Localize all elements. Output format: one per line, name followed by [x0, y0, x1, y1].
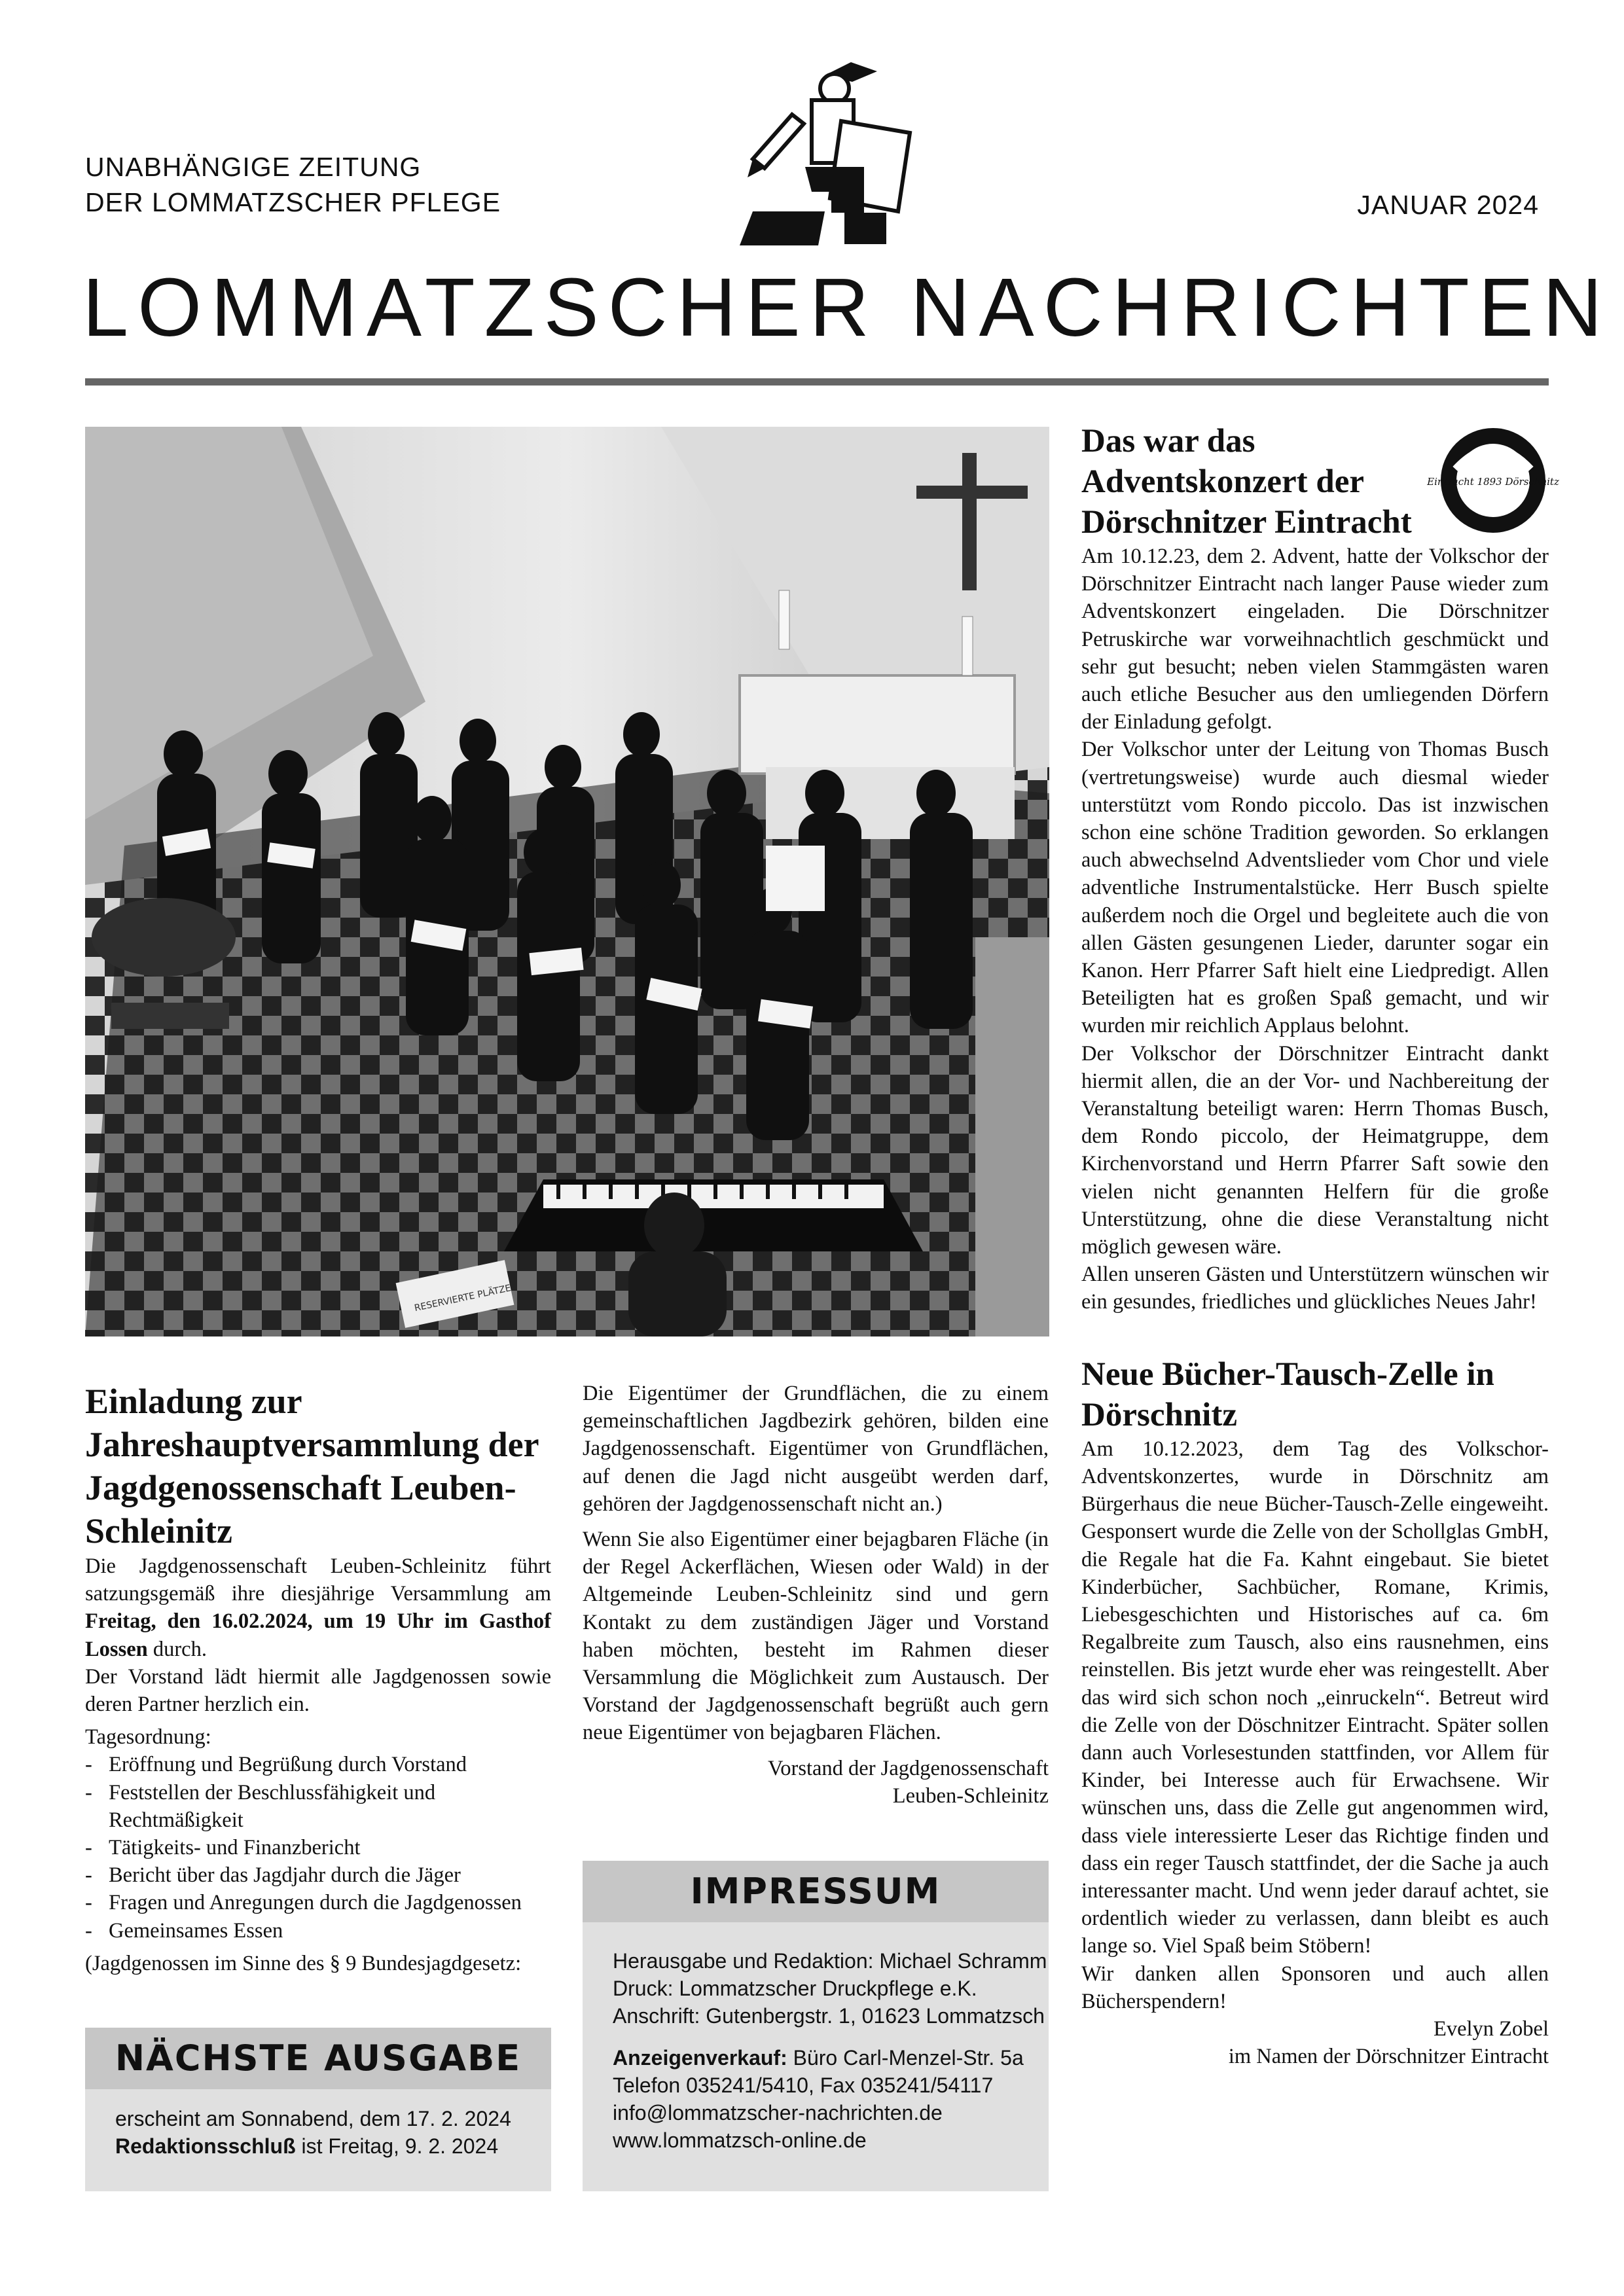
book-exchange-paragraph: Am 10.12.2023, dem Tag des Volkschor-Adventskonzertes, wurde in Dörschnitz am Bürgerhaus die neue Bücher-Tausch-Zelle eingeweiht. Gesponsert wurde die Zelle von der Schollglas GmbH, die Regale hat die Fa. Kahnt eingebaut. Sie bietet Kinderbücher, Sachbücher, Romane, Krimis, Liebesgeschichten und Historisches auf ca. 6m Regalbreite zum Tausch, also eins rausnehmen, eins reinstellen. Bis jetzt wurde eher was reingestellt. Aber das wird sich schon noch „einruckeln“. Betreut wird die Zelle von der Döschnitzer Eintracht. Später sollen dann auch Vorlesestunden stattfinden, vor Allem für Kinder, bei Interesse auch für Erwachsene. Wir wünschen uns, dass die Zelle gut angenommen wird, dass viele interessierte Leser das Richtige finden und dass ein reger Tausch stattfindet, der die Sache ja auch interessanter macht. Und wenn jeder darauf achtet, sie ordentlich wieder zu verlassen, dann bleibt es auch lange so. Viel Spaß beim Stöbern!: [1081, 1437, 1549, 1958]
advent-paragraph: Der Volkschor unter der Leitung von Thomas Busch (vertretungsweise) wurde auch diesmal wieder unterstützt vom Rondo piccolo. Das ist inzwischen schon eine schöne Tradition geworden. So erklangen auch abwechselnd Adventslieder vom Chor und viele adventliche Instrumentalstücke. Herr Busch spielte außerdem noch die Orgel und begleitete auch die von allen Gästen gesungenen Lieder, darunter sogar ein Kanon. Herr Pfarrer Saft hielt eine Liedpredigt. Allen Beteiligten hat es großen Spaß gemacht, und wir wurden mir reichlich Applaus belohnt.: [1081, 738, 1549, 1038]
issue-date: JANUAR 2024: [1357, 190, 1539, 220]
hunting-note: (Jagdgenossen im Sinne des § 9 Bundesjagdgesetz:: [85, 1951, 522, 1975]
agenda-list: [85, 1751, 551, 1944]
hunting-article-title: Einladung zur Jahreshauptversammlung der Jagdgenossenschaft Leuben-Schleinitz: [85, 1382, 539, 1551]
hunting-intro-end: durch.: [147, 1637, 207, 1661]
book-exchange-article: [1081, 1354, 1549, 2071]
reserved-seats-sign: RESERVIERTE PLÄTZE: [413, 1283, 513, 1314]
choir-concert-photo: [85, 427, 1049, 1336]
advent-article-title: Das war das Adventskonzert der Dörschnitzer Eintracht: [1081, 423, 1412, 541]
hunting-signature-1: Vorstand der Jagdgenossenschaft: [767, 1756, 1049, 1780]
next-issue-details: [85, 2089, 551, 2160]
next-issue-box: [85, 2028, 551, 2191]
advent-paragraph: Allen unseren Gästen und Unterstützern wünschen wir ein gesundes, friedliches und glückliches Neues Jahr!: [1081, 1263, 1549, 1314]
eintracht-club-badge-icon: [1427, 425, 1559, 536]
church-interior-image: [85, 427, 1049, 1336]
deadline-label: Redaktionsschluß: [115, 2134, 296, 2158]
impressum-address: Anschrift: Gutenbergstr. 1, 01623 Lommatzsch: [613, 2004, 1045, 2028]
agenda-item: - Eröffnung und Begrüßung durch Vorstand: [85, 1751, 551, 1778]
editorial-deadline: [115, 2132, 521, 2160]
impressum-website[interactable]: www.lommatzsch-online.de: [613, 2128, 867, 2152]
agenda-item: - Gemeinsames Essen: [85, 1917, 551, 1945]
meeting-date-time: Freitag, den 16.02.2024, um 19 Uhr im Gasthof Lossen: [85, 1609, 551, 1661]
impressum-details: [583, 1922, 1049, 2154]
impressum-box: [583, 1861, 1049, 2191]
newspaper-logo-icon: [713, 49, 923, 252]
book-exchange-signature-org: im Namen der Dörschnitzer Eintracht: [1228, 2045, 1549, 2069]
book-exchange-paragraph: Wir danken allen Sponsoren und auch allen Bücherspendern!: [1081, 1962, 1549, 2013]
advent-article-body: [1081, 543, 1549, 1316]
badge-text: Eintracht 1893 Dörschnitz: [1427, 476, 1559, 488]
next-issue-date: erscheint am Sonnabend, dem 17. 2. 2024: [115, 2107, 511, 2130]
impressum-publisher: Herausgabe und Redaktion: Michael Schramm: [613, 1949, 1047, 1973]
tagline: [85, 149, 501, 220]
hunting-intro-text: Die Jagdgenossenschaft Leuben-Schleinitz führt satzungsgemäß ihre diesjährige Versammlung am: [85, 1554, 551, 1606]
hunting-article-body: [85, 1552, 551, 1977]
book-exchange-signature-name: Evelyn Zobel: [1434, 2017, 1549, 2041]
advent-paragraph: Am 10.12.23, dem 2. Advent, hatte der Volkschor der Dörschnitzer Eintracht nach langer Pause wieder zum Adventskonzert eingeladen. Die Dörschnitzer Petruskirche war vorweihnachtlich geschmückt und sehr gut besucht; neben vielen Stammgästen waren auch etliche Besucher aus den umliegenden Dörfern der Einladung gefolgt.: [1081, 545, 1549, 734]
agenda-item: - Fragen und Anregungen durch die Jagdgenossen: [85, 1889, 551, 1916]
agenda-item: - Feststellen der Beschlussfähigkeit und Rechtmäßigkeit: [85, 1779, 551, 1834]
right-column: [1081, 421, 1559, 2070]
masthead-title: LOMMATZSCHER NACHRICHTEN: [82, 261, 1612, 353]
ads-office: Büro Carl-Menzel-Str. 5a: [787, 2046, 1024, 2070]
ads-label: Anzeigenverkauf:: [613, 2046, 787, 2070]
hunting-continued-body: [583, 1380, 1049, 1810]
hunting-cont-paragraph: Wenn Sie also Eigentümer einer bejagbaren Fläche (in der Regel Ackerflächen, Wiesen oder Wald) in der Altgemeinde Leuben-Schleinitz sind und gern Kontakt zu dem zuständigen Jäger und Vorstand haben möchten, besteht im Rahmen dieser Versammlung die Möglichkeit zum Austausch. Der Vorstand der Jagdgenossenschaft begrüßt auch gern neue Eigentümer von bejagbaren Flächen.: [583, 1528, 1049, 1745]
impressum-printer: Druck: Lommatzscher Druckpflege e.K.: [613, 1977, 977, 2000]
deadline-date: ist Freitag, 9. 2. 2024: [295, 2134, 499, 2158]
hunting-article-continued: [583, 1380, 1049, 1810]
hunting-signature-2: Leuben-Schleinitz: [892, 1784, 1049, 1808]
next-issue-heading: NÄCHSTE AUSGABE: [85, 2028, 551, 2089]
hunting-invite: Der Vorstand lädt hiermit alle Jagdgenossen sowie deren Partner herzlich ein.: [85, 1664, 551, 1717]
header-divider: [85, 378, 1549, 386]
impressum-email[interactable]: info@lommatzscher-nachrichten.de: [613, 2101, 943, 2125]
impressum-phone: Telefon 035241/5410, Fax 035241/54117: [613, 2073, 994, 2097]
impressum-ads: [613, 2044, 1024, 2072]
agenda-title: Tagesordnung:: [85, 1725, 211, 1749]
tagline-line-1: UNABHÄNGIGE ZEITUNG: [85, 152, 422, 182]
advent-article: [1081, 421, 1559, 1316]
tagline-line-2: DER LOMMATZSCHER PFLEGE: [85, 187, 501, 217]
agenda-item: - Tätigkeits- und Finanzbericht: [85, 1834, 551, 1861]
hunting-intro: [85, 1552, 551, 1663]
advent-paragraph: Der Volkschor der Dörschnitzer Eintracht dankt hiermit allen, die an der Vor- und Nachbereitung der Veranstaltung beteiligt waren: Herrn Thomas Busch, dem Rondo piccolo, der Heimatgruppe, dem Kirchenvorstand und Herrn Pfarrer Saft sowie den vielen nicht genannten Helfern für die große Unterstützung, ohne die diese Veranstaltung nicht möglich gewesen wäre.: [1081, 1041, 1549, 1259]
book-exchange-body: [1081, 1435, 1549, 2071]
hunting-article: [85, 1380, 551, 1977]
svg-text:3: 3: [1484, 487, 1502, 520]
agenda-item: - Bericht über das Jagdjahr durch die Jäger: [85, 1861, 551, 1889]
hunting-cont-paragraph: Die Eigentümer der Grundflächen, die zu einem gemeinschaftlichen Jagdbezirk gehören, bilden eine Jagdgenossenschaft. Eigentümer von Grundflächen, auf denen die Jagd nicht ausgeübt werden darf, gehören der Jagdgenossenschaft nicht an.): [583, 1382, 1049, 1516]
book-exchange-title: Neue Bücher-Tausch-Zelle in Dörschnitz: [1081, 1355, 1494, 1433]
impressum-heading: IMPRESSUM: [583, 1861, 1049, 1922]
